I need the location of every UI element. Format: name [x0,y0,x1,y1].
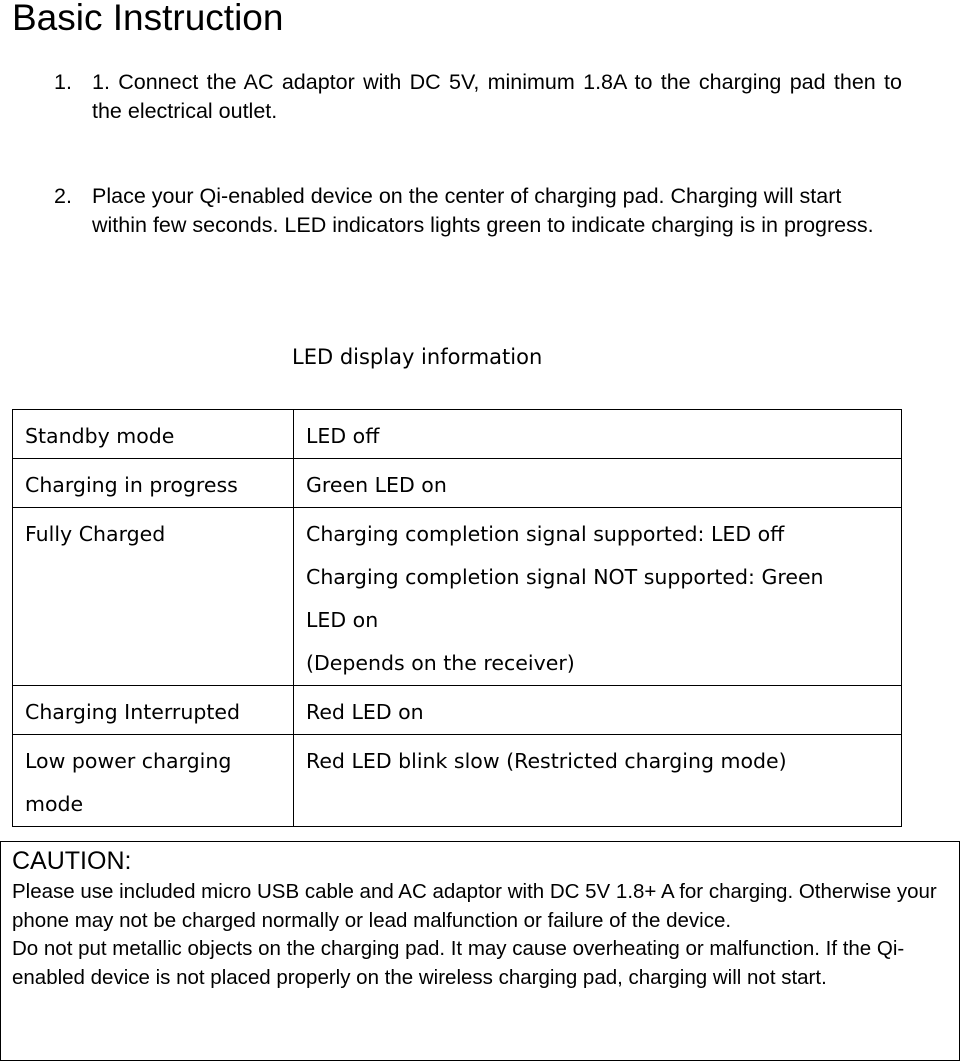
mode-cell [13,735,294,827]
instruction-step-2 [54,182,902,240]
mode-text: Charging Interrupted [25,700,241,724]
mode-text: Standby mode [25,424,175,448]
table-row [13,686,902,735]
caution-paragraph: Please use included micro USB cable and AC adaptor with DC 5V 1.8+ A for charging. Otherwise your phone may not be charged normally or lead malfunction or failure of the device. [12,880,937,932]
status-cell [294,735,902,827]
status-cell [294,686,902,735]
caution-paragraph: Do not put metallic objects on the charging pad. It may cause overheating or malfunction. If the Qi-enabled device is not placed properly on the wireless charging pad, charging will not start. [12,937,905,989]
caution-body [12,878,952,992]
status-text: Charging completion signal NOT supported: Green [306,565,824,589]
table-row [13,735,902,827]
status-text: LED off [306,424,380,448]
status-text: Red LED blink slow (Restricted charging mode) [306,749,787,773]
status-text: Red LED on [306,700,424,724]
status-cell [294,459,902,508]
caution-title: CAUTION: [12,847,132,875]
instruction-step-1 [54,68,902,126]
mode-cell [13,459,294,508]
step-text: 1. Connect the AC adaptor with DC 5V, minimum 1.8A to the charging pad then to the electrical outlet. [92,70,902,123]
status-cell [294,508,902,686]
status-text: Charging completion signal supported: LED off [306,522,785,546]
mode-text: mode [25,792,84,816]
status-text: Green LED on [306,473,447,497]
mode-cell [13,508,294,686]
led-display-table [12,409,902,827]
table-row [13,410,902,459]
mode-cell [13,410,294,459]
mode-text: Charging in progress [25,473,238,497]
status-text: LED on [306,608,379,632]
caution-box [0,841,960,1061]
page-title: Basic Instruction [12,0,284,38]
table-row [13,508,902,686]
step-number: 2. [54,184,72,208]
status-cell [294,410,902,459]
mode-text: Fully Charged [25,522,166,546]
step-text: Place your Qi-enabled device on the center of charging pad. Charging will start within few seconds. LED indicators lights green to indicate charging is in progress. [92,184,874,237]
status-text: (Depends on the receiver) [306,651,575,675]
step-number: 1. [54,70,72,94]
led-table-heading: LED display information [292,345,543,369]
mode-cell [13,686,294,735]
table-row [13,459,902,508]
mode-text: Low power charging [25,749,232,773]
